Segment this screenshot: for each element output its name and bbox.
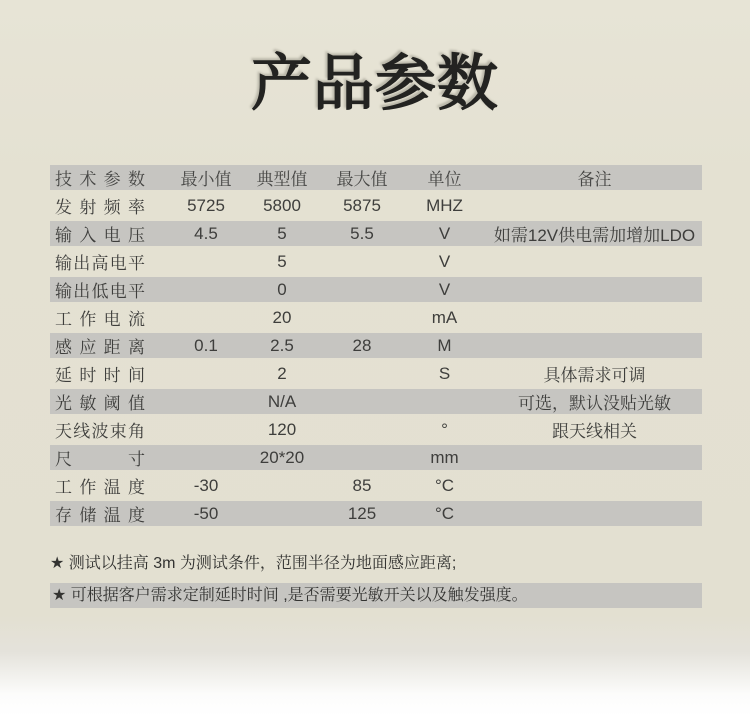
cell-typ: 20 (272, 307, 292, 327)
cell-param (50, 361, 170, 386)
notes-section (50, 551, 702, 608)
cell-typ: 2.5 (242, 333, 322, 358)
cell-max (322, 389, 402, 414)
cell-param (50, 333, 170, 358)
param-label: 天线波束角 (55, 422, 145, 441)
cell-typ: 5 (277, 251, 287, 271)
cell-note: 具体需求可调 (543, 366, 646, 385)
cell-typ: 120 (267, 419, 297, 439)
cell-min (170, 249, 242, 274)
cell-max (322, 277, 402, 302)
cell-max (322, 249, 402, 274)
note-test-condition: ★ 测试以挂高 3m 为测试条件，范围半径为地面感应距离; (50, 555, 457, 572)
cell-note (487, 249, 702, 274)
cell-param (50, 389, 170, 414)
cell-max (322, 417, 402, 442)
spec-table (50, 162, 702, 529)
table-row (50, 221, 702, 246)
cell-note (487, 333, 702, 358)
cell-typ (242, 501, 322, 526)
table-row (50, 473, 702, 498)
table-row (50, 445, 702, 470)
cell-min: -50 (170, 501, 242, 526)
cell-note (487, 305, 702, 330)
cell-max: 5875 (343, 195, 381, 215)
cell-min: 4.5 (170, 221, 242, 246)
header-unit: 单位 (402, 165, 487, 190)
param-label: 发射频率 (55, 198, 145, 217)
param-label: 存储温度 (55, 506, 145, 525)
cell-typ (242, 473, 322, 498)
param-label: 延时时间 (55, 366, 145, 385)
header-min: 最小值 (170, 165, 242, 190)
cell-min (170, 445, 242, 470)
table-row (50, 361, 702, 386)
table-row (50, 277, 702, 302)
cell-typ: 20*20 (242, 445, 322, 470)
cell-min (170, 277, 242, 302)
cell-note (487, 277, 702, 302)
cell-max: 28 (322, 333, 402, 358)
cell-typ: 5800 (263, 195, 301, 215)
spec-table-body (50, 193, 702, 526)
table-row (50, 249, 702, 274)
cell-max: 85 (352, 475, 372, 495)
table-row (50, 333, 702, 358)
cell-param (50, 277, 170, 302)
header-param (50, 165, 170, 190)
cell-param (50, 249, 170, 274)
table-row (50, 501, 702, 526)
table-row (50, 305, 702, 330)
cell-note (487, 193, 702, 218)
cell-min: 5725 (187, 195, 225, 215)
param-label: 输入电压 (55, 226, 145, 245)
cell-min (170, 389, 242, 414)
cell-param (50, 305, 170, 330)
cell-unit: V (438, 251, 451, 271)
cell-typ: 5 (242, 221, 322, 246)
cell-min: 0.1 (170, 333, 242, 358)
cell-param (50, 221, 170, 246)
cell-param (50, 473, 170, 498)
cell-unit: V (402, 277, 487, 302)
cell-param (50, 445, 170, 470)
table-header-row (50, 165, 702, 190)
cell-note: 可选，默认没贴光敏 (487, 389, 702, 414)
cell-unit: mA (431, 307, 458, 327)
cell-note: 跟天线相关 (552, 422, 637, 441)
table-row (50, 389, 702, 414)
cell-note (487, 501, 702, 526)
cell-unit (402, 389, 487, 414)
cell-unit: °C (434, 475, 455, 495)
cell-max (322, 361, 402, 386)
cell-unit: °C (402, 501, 487, 526)
cell-min: -30 (193, 475, 219, 495)
header-typical: 典型值 (242, 165, 322, 190)
cell-param (50, 193, 170, 218)
table-row (50, 193, 702, 218)
param-label: 工作电流 (55, 310, 145, 329)
cell-unit: V (402, 221, 487, 246)
cell-note (487, 445, 702, 470)
cell-note (487, 473, 702, 498)
cell-param (50, 501, 170, 526)
cell-unit: MHZ (426, 195, 463, 215)
cell-max: 5.5 (322, 221, 402, 246)
cell-max (322, 445, 402, 470)
param-label: 输出低电平 (55, 282, 145, 301)
param-label: 输出高电平 (55, 254, 145, 273)
cell-unit: ° (441, 419, 448, 439)
header-max: 最大值 (322, 165, 402, 190)
cell-min (170, 305, 242, 330)
param-label: 工作温度 (55, 478, 145, 497)
cell-unit: mm (402, 445, 487, 470)
table-row (50, 417, 702, 442)
page-title: 产品参数 (250, 49, 499, 117)
param-label: 尺寸 (55, 450, 145, 469)
cell-note: 如需12V供电需加增加LDO (487, 221, 702, 246)
cell-unit: M (402, 333, 487, 358)
cell-param (50, 417, 170, 442)
cell-typ: 0 (242, 277, 322, 302)
cell-min (170, 417, 242, 442)
header-param-label: 技术参数 (55, 170, 145, 189)
cell-typ: 2 (277, 363, 287, 383)
note-customization: ★ 可根据客户需求定制延时时间 ,是否需要光敏开关以及触发强度。 (50, 583, 702, 608)
header-note: 备注 (487, 165, 702, 190)
cell-max (322, 305, 402, 330)
cell-typ: N/A (242, 389, 322, 414)
param-label: 光敏阈值 (55, 394, 145, 413)
cell-min (170, 361, 242, 386)
param-label: 感应距离 (55, 338, 145, 357)
cell-unit: S (438, 363, 451, 383)
cell-max: 125 (322, 501, 402, 526)
